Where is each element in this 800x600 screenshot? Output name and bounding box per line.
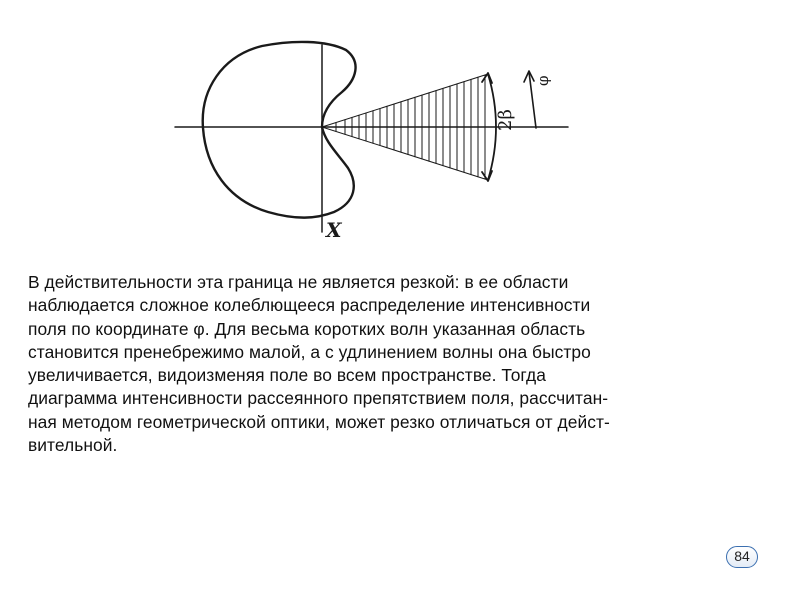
arc-arrowhead-bottom	[482, 171, 492, 181]
text-line: становится пренебрежимо малой, а с удлинением волны она быстро	[28, 341, 591, 362]
arc-arrowhead-top	[482, 73, 492, 83]
text-line: В действительности эта граница не является резкой: в ее области	[28, 272, 569, 292]
body-paragraph	[28, 271, 778, 457]
text-line: увеличивается, видоизменяя поле во всем пространстве. Тогда	[28, 365, 546, 386]
text-line: диаграмма интенсивности рассеянного препятствием поля, рассчитан-	[28, 388, 609, 409]
text-line: ная методом геометрической оптики, может резко отличаться от дейст-	[28, 411, 610, 432]
label-phi: φ	[534, 75, 552, 86]
page-number-badge: 84	[726, 546, 758, 568]
text-line: наблюдается сложное колеблющееся распределение интенсивности	[28, 295, 591, 316]
text-line: поля по координате φ. Для весьма коротких волн указанная область	[28, 318, 586, 339]
text-line: вительной.	[28, 435, 118, 456]
pattern-curve	[203, 42, 356, 218]
label-x: X	[326, 218, 342, 242]
label-angle: 2β	[495, 109, 516, 131]
cardioid-diagram	[150, 40, 600, 250]
